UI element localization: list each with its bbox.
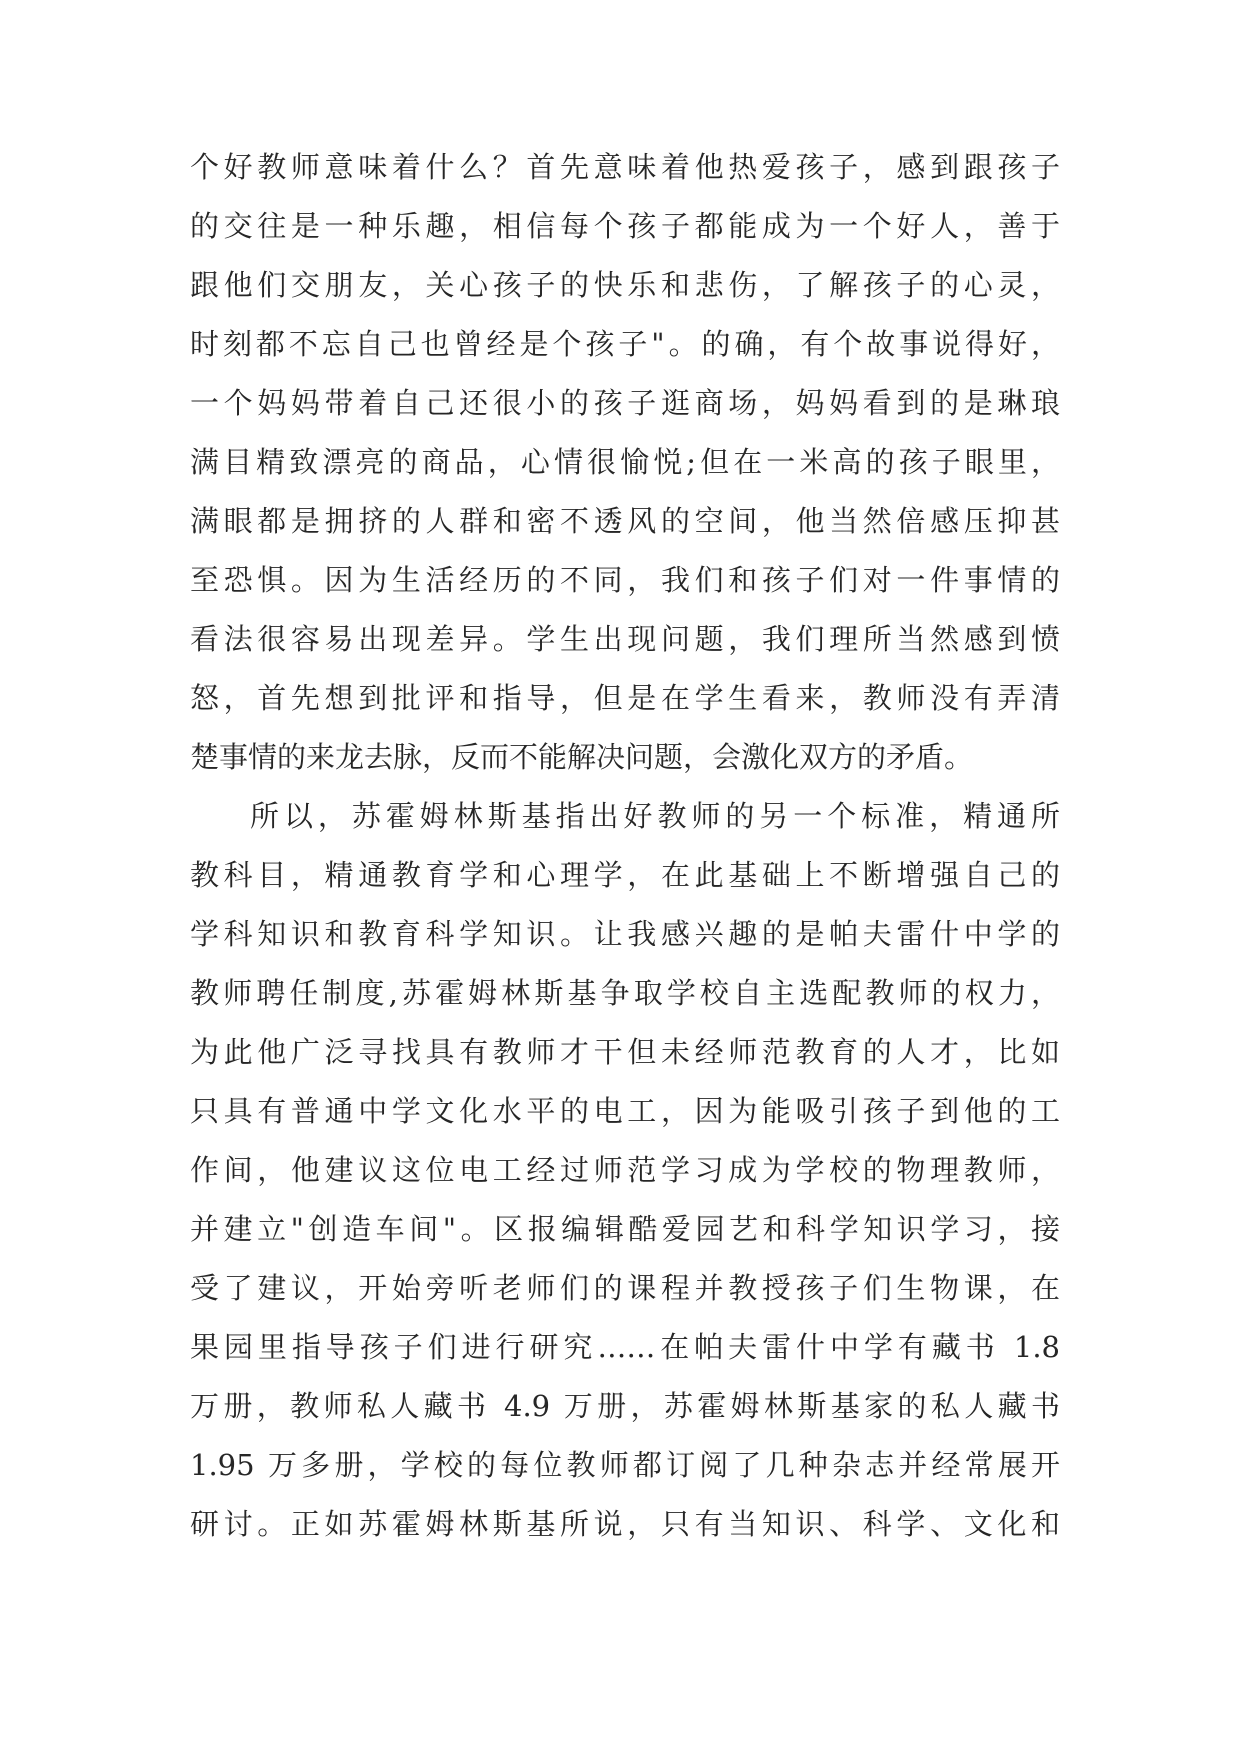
- text-line: 并建立"创造车间"。区报编辑酷爱园艺和科学知识学习，接: [190, 1212, 1060, 1246]
- text-line: 受了建议，开始旁听老师们的课程并教授孩子们生物课，在: [190, 1271, 1060, 1305]
- text-line: 楚事情的来龙去脉，反而不能解决问题，会激化双方的矛盾。: [190, 740, 974, 774]
- text-line: 满目精致漂亮的商品，心情很愉悦;但在一米高的孩子眼里，: [190, 445, 1060, 479]
- text-line: 作间，他建议这位电工经过师范学习成为学校的物理教师，: [190, 1153, 1060, 1187]
- text-line: 所以，苏霍姆林斯基指出好教师的另一个标准，精通所: [250, 799, 1060, 833]
- text-line: 教科目，精通教育学和心理学，在此基础上不断增强自己的: [190, 858, 1060, 892]
- text-line: 至恐惧。因为生活经历的不同，我们和孩子们对一件事情的: [190, 563, 1060, 597]
- text-line: 为此他广泛寻找具有教师才干但未经师范教育的人才，比如: [190, 1035, 1060, 1069]
- paragraph-1: [190, 138, 1060, 787]
- text-line: 万册，教师私人藏书 4.9 万册，苏霍姆林斯基家的私人藏书: [190, 1389, 1060, 1423]
- paragraph-2: [190, 787, 1060, 1554]
- text-line: 怒，首先想到批评和指导，但是在学生看来，教师没有弄清: [190, 681, 1060, 715]
- text-line: 的交往是一种乐趣，相信每个孩子都能成为一个好人，善于: [190, 209, 1060, 243]
- text-line: 只具有普通中学文化水平的电工，因为能吸引孩子到他的工: [190, 1094, 1060, 1128]
- text-line: 学科知识和教育科学知识。让我感兴趣的是帕夫雷什中学的: [190, 917, 1060, 951]
- body-text: [190, 138, 1060, 1554]
- text-line: 教师聘任制度,苏霍姆林斯基争取学校自主选配教师的权力，: [190, 976, 1060, 1010]
- text-line: 满眼都是拥挤的人群和密不透风的空间，他当然倍感压抑甚: [190, 504, 1060, 538]
- text-line: 跟他们交朋友，关心孩子的快乐和悲伤，了解孩子的心灵，: [190, 268, 1060, 302]
- text-line: 看法很容易出现差异。学生出现问题，我们理所当然感到愤: [190, 622, 1060, 656]
- text-line: 研讨。正如苏霍姆林斯基所说，只有当知识、科学、文化和: [190, 1507, 1060, 1541]
- text-line: 个好教师意味着什么？首先意味着他热爱孩子，感到跟孩子: [190, 150, 1060, 184]
- text-line: 一个妈妈带着自己还很小的孩子逛商场，妈妈看到的是琳琅: [190, 386, 1060, 420]
- text-line: 时刻都不忘自己也曾经是个孩子"。的确，有个故事说得好，: [190, 327, 1060, 361]
- text-line: 1.95 万多册，学校的每位教师都订阅了几种杂志并经常展开: [190, 1448, 1060, 1482]
- text-line: 果园里指导孩子们进行研究……在帕夫雷什中学有藏书 1.8: [190, 1330, 1060, 1364]
